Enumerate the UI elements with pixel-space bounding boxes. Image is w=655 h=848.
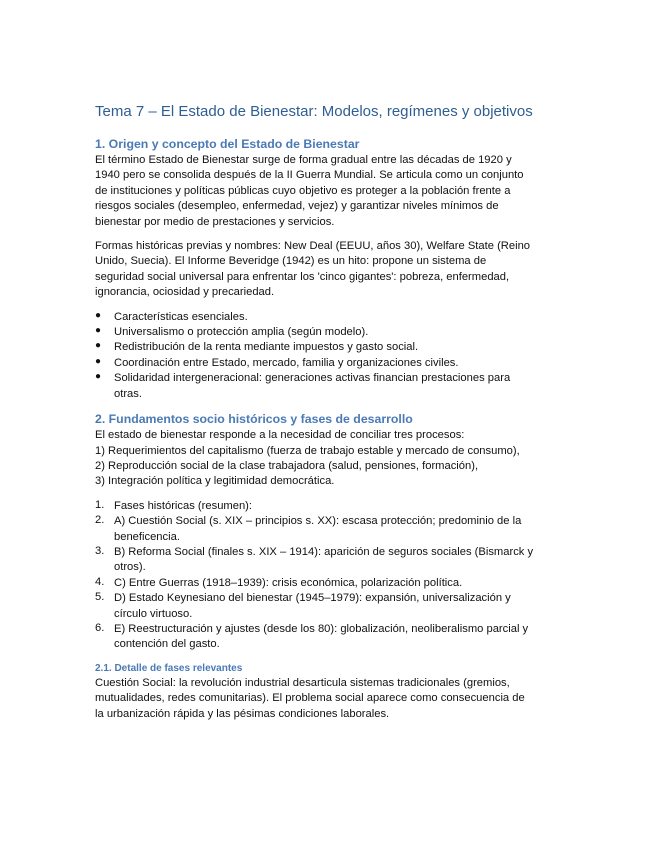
bullet-text: Características esenciales. [114, 310, 248, 323]
item-text: Fases históricas (resumen): [114, 499, 253, 512]
document-page [95, 102, 565, 731]
section-1-bullet-list [95, 310, 565, 402]
subsection-2-1-heading: 2.1. Detalle de fases relevantes [95, 662, 243, 674]
bullet-text: Universalismo o protección amplia (según modelo). [114, 326, 369, 339]
numbered-item [95, 576, 565, 591]
text-line: Formas históricas previas y nombres: New Deal (EEUU, años 30), Welfare State (Reino [95, 240, 531, 253]
item-text: A) Cuestión Social (s. XIX – principios s. XX): escasa protección; predominio de la [114, 515, 522, 528]
item-text: beneficencia. [114, 530, 180, 543]
bullet-text: otras. [114, 387, 142, 400]
bullet-text: Redistribución de la renta mediante impuestos y gasto social. [114, 341, 419, 354]
section-1-paragraph-2 [95, 239, 565, 301]
item-text: otros). [114, 561, 146, 574]
text-line: El término Estado de Bienestar surge de forma gradual entre las décadas de 1920 y [95, 154, 512, 166]
subsection-2-1-paragraph [95, 676, 565, 722]
bullet-text: Coordinación entre Estado, mercado, familia y organizaciones civiles. [114, 356, 459, 369]
numbered-item [95, 591, 565, 622]
numbered-item [95, 545, 565, 576]
item-number: 2. [95, 514, 105, 527]
section-1-paragraph-1 [95, 153, 565, 230]
item-text: C) Entre Guerras (1918–1939): crisis económica, polarización política. [114, 576, 463, 589]
bullet-icon: ● [95, 309, 102, 321]
item-text: D) Estado Keynesiano del bienestar (1945–1979): expansión, universalización y [114, 592, 511, 605]
item-text: E) Reestructuración y ajustes (desde los 80): globalización, neoliberalismo parcial y [114, 622, 529, 635]
section-1-heading: 1. Origen y concepto del Estado de Bienestar [95, 137, 360, 151]
bullet-item [95, 325, 565, 340]
text-line: 1) Requerimientos del capitalismo (fuerza de trabajo estable y mercado de consumo), [95, 444, 520, 457]
bullet-icon: ● [95, 325, 102, 337]
bullet-item [95, 310, 565, 325]
item-number: 5. [95, 591, 105, 604]
section-2-paragraph-1 [95, 428, 565, 490]
item-text: B) Reforma Social (finales s. XIX – 1914): aparición de seguros sociales (Bismarck y [114, 545, 534, 558]
numbered-item [95, 514, 565, 545]
text-line: bienestar por medio de prestaciones y servicios. [95, 215, 335, 228]
bullet-text: Solidaridad intergeneracional: generaciones activas financian prestaciones para [114, 372, 511, 385]
bullet-item [95, 356, 565, 371]
section-2-heading: 2. Fundamentos socio históricos y fases de desarrollo [95, 412, 413, 427]
text-line: 3) Integración política y legitimidad democrática. [95, 475, 335, 488]
item-number: 3. [95, 544, 105, 557]
text-line: 2) Reproducción social de la clase trabajadora (salud, pensiones, formación), [95, 459, 479, 472]
text-line: de instituciones y políticas públicas cuyo objetivo es proteger a la población frente a [95, 184, 511, 197]
text-line: riesgos sociales (desempleo, enfermedad, vejez) y garantizar niveles mínimos de [95, 200, 499, 213]
text-line: seguridad social universal para enfrentar los 'cinco gigantes': pobreza, enfermedad, [95, 270, 510, 283]
bullet-item [95, 371, 565, 402]
item-number: 1. [95, 498, 105, 511]
numbered-item [95, 499, 565, 514]
item-number: 4. [95, 575, 105, 588]
bullet-icon: ● [95, 340, 102, 352]
item-number: 6. [95, 621, 105, 634]
text-line: ignorancia, ociosidad y precariedad. [95, 286, 275, 299]
bullet-icon: ● [95, 371, 102, 383]
text-line: 1940 pero se consolida después de la II Guerra Mundial. Se articula como un conjunto [95, 169, 524, 182]
bullet-icon: ● [95, 355, 102, 367]
section-2-numbered-list [95, 499, 565, 653]
text-line: Cuestión Social: la revolución industrial desarticula sistemas tradicionales (gremios, [95, 676, 510, 689]
text-line: Unido, Suecia). El Informe Beveridge (1942) es un hito: propone un sistema de [95, 255, 487, 268]
page-title: Tema 7 – El Estado de Bienestar: Modelos, regímenes y objetivos [95, 103, 533, 120]
text-line: la urbanización rápida y las pésimas condiciones laborales. [95, 707, 390, 720]
item-text: círculo virtuoso. [114, 607, 193, 620]
bullet-item [95, 340, 565, 355]
numbered-item [95, 622, 565, 653]
item-text: contención del gasto. [114, 638, 220, 651]
text-line: El estado de bienestar responde a la necesidad de conciliar tres procesos: [95, 429, 465, 442]
text-line: mutualidades, redes comunitarias). El problema social aparece como consecuencia de [95, 692, 525, 705]
